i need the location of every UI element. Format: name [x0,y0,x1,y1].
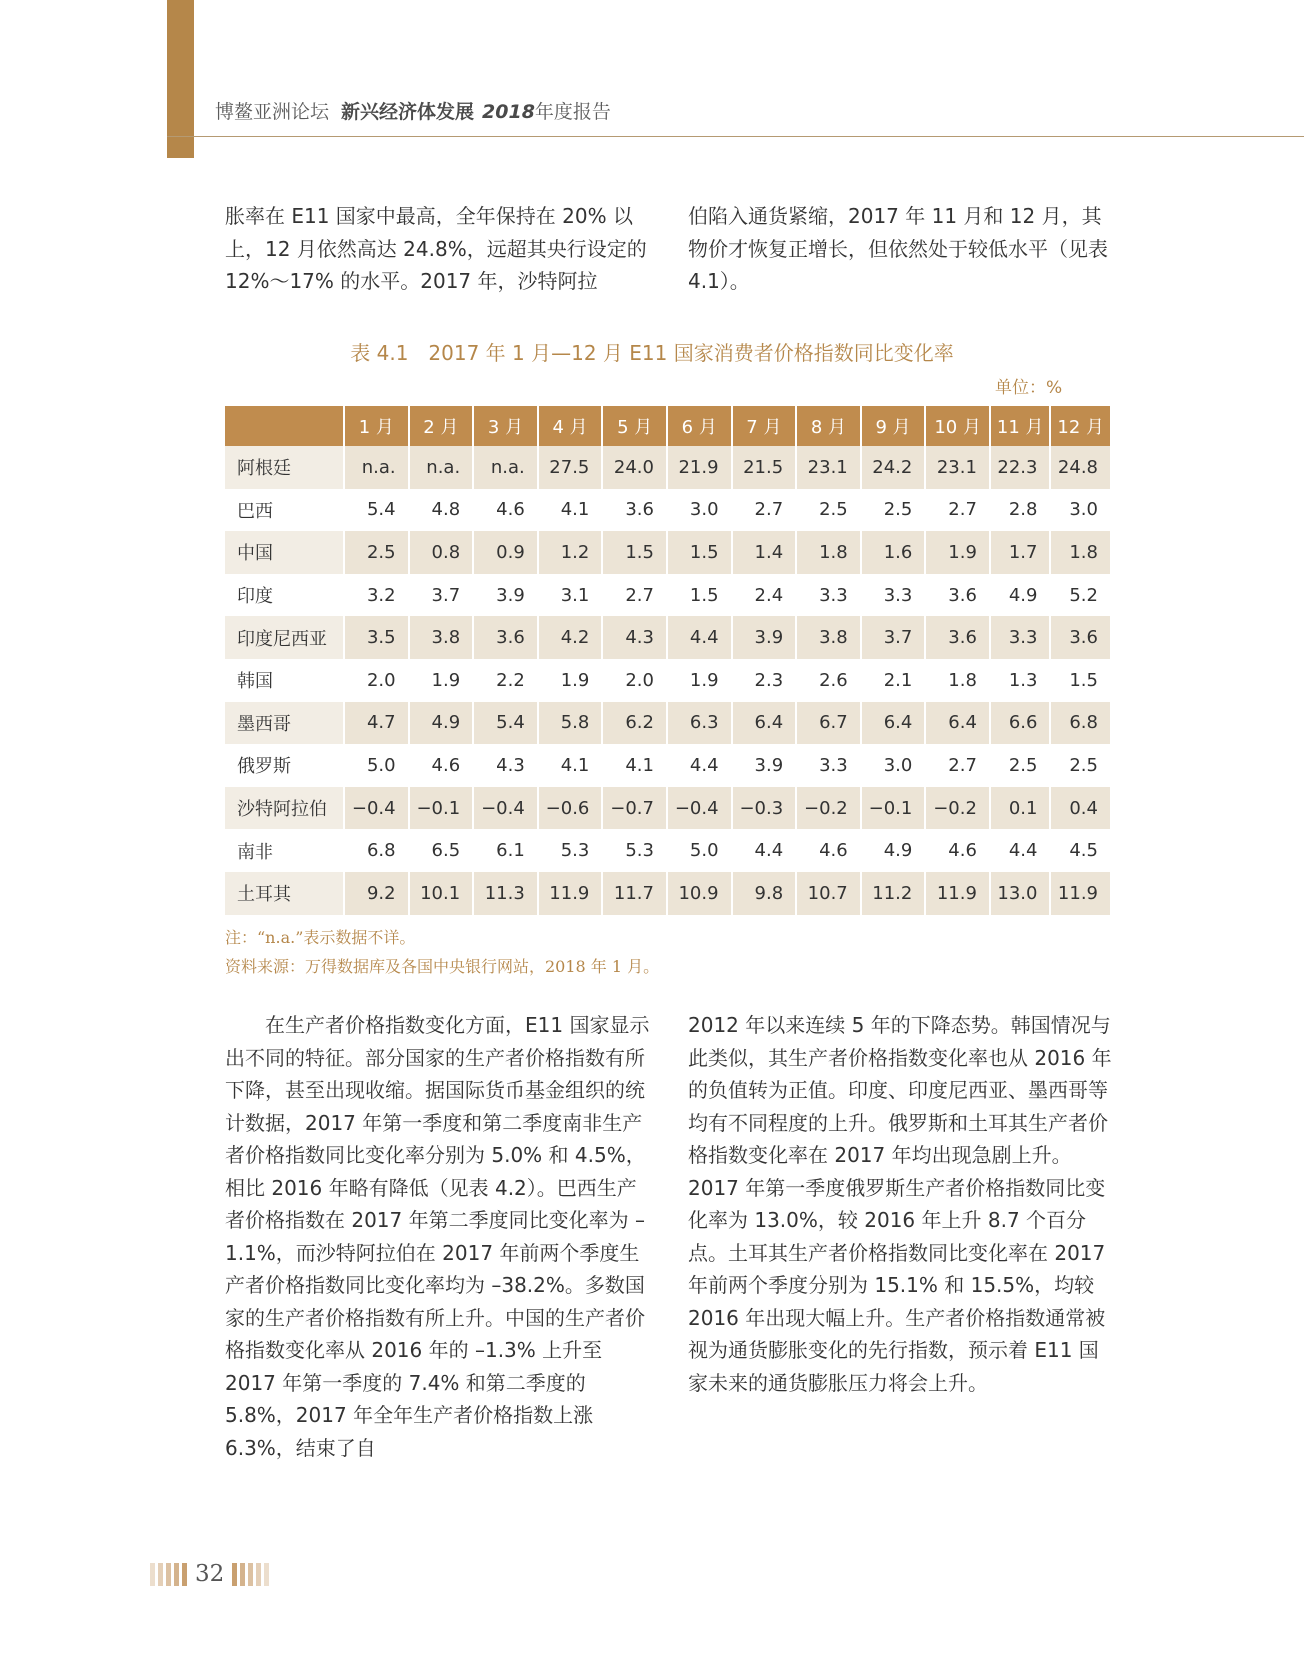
cpi-value-cell: 4.6 [925,829,990,872]
cpi-value-cell: 5.0 [344,744,409,787]
cpi-value-cell: 2.5 [990,744,1051,787]
table-unit: 单位：% [995,378,1063,398]
cpi-value-cell: 5.3 [602,829,667,872]
column-header: 8 月 [796,406,861,446]
cpi-value-cell: n.a. [473,446,538,489]
cpi-value-cell: 1.5 [667,574,732,617]
cpi-value-cell: 5.3 [538,829,603,872]
cpi-value-cell: 11.3 [473,872,538,915]
cpi-value-cell: 6.7 [796,702,861,745]
cpi-value-cell: −0.4 [473,787,538,830]
cpi-value-cell: 2.2 [473,659,538,702]
column-header: 1 月 [344,406,409,446]
cpi-value-cell: 4.1 [602,744,667,787]
header-rule [167,136,1304,137]
cpi-value-cell: 2.5 [344,531,409,574]
cpi-value-cell: 13.0 [990,872,1051,915]
cpi-value-cell: 3.7 [861,616,926,659]
cpi-value-cell: −0.7 [602,787,667,830]
cpi-value-cell: 2.3 [732,659,797,702]
country-name-cell: 土耳其 [225,872,344,915]
cpi-value-cell: 4.6 [473,489,538,532]
cpi-value-cell: 1.2 [538,531,603,574]
cpi-value-cell: 0.9 [473,531,538,574]
cpi-value-cell: 3.2 [344,574,409,617]
cpi-value-cell: 2.7 [925,744,990,787]
cpi-value-cell: 0.8 [409,531,474,574]
column-header: 2 月 [409,406,474,446]
column-header: 6 月 [667,406,732,446]
cpi-value-cell: 11.7 [602,872,667,915]
cpi-value-cell: 6.8 [344,829,409,872]
column-header: 7 月 [732,406,797,446]
paragraph-bottom-left: 在生产者价格指数变化方面，E11 国家显示出不同的特征。部分国家的生产者价格指数有所下降，甚至出现收缩。据国际货币基金组织的统计数据，2017 年第一季度和第二季度南非生产者价格指数同比变化率分别为 5.0% 和 4.5%，相比 2016 年略有降低（见表 4.2）。巴西生产者价格指数在 2017 年第二季度同比变化率为 –1.1%，而沙特阿拉伯在 2017 年前两个季度生产者价格指数同比变化率均为 –38.2%。多数国家的生产者价格指数有所上升。中国的生产者价格指数变化率从 2016 年的 –1.3% 上升至 2017 年第一季度的 7.4% 和第二季度的 5.8%，2017 年全年生产者价格指数上涨 6.3%，结束了自 [225,1013,650,1460]
cpi-value-cell: 3.0 [1050,489,1110,532]
cpi-value-cell: −0.6 [538,787,603,830]
cpi-value-cell: 4.3 [602,616,667,659]
header-book-title: 新兴经济体发展 [341,101,475,123]
table-header-row [225,406,1110,446]
table-corner-cell [225,406,344,446]
column-header: 3 月 [473,406,538,446]
cpi-value-cell: 2.0 [344,659,409,702]
cpi-value-cell: 4.9 [990,574,1051,617]
cpi-value-cell: 10.9 [667,872,732,915]
cpi-value-cell: 3.3 [796,574,861,617]
cpi-value-cell: 4.1 [538,489,603,532]
cpi-value-cell: 5.4 [344,489,409,532]
cpi-value-cell: 1.3 [990,659,1051,702]
header-forum: 博鳌亚洲论坛 [215,101,330,123]
cpi-value-cell: 4.7 [344,702,409,745]
cpi-value-cell: 10.7 [796,872,861,915]
cpi-value-cell: 2.5 [796,489,861,532]
cpi-value-cell: 2.7 [925,489,990,532]
cpi-value-cell: 1.8 [1050,531,1110,574]
table-row [225,489,1110,532]
cpi-value-cell: 3.6 [602,489,667,532]
cpi-value-cell: −0.1 [861,787,926,830]
cpi-value-cell: 0.4 [1050,787,1110,830]
table-row [225,744,1110,787]
footer-stripes-right [232,1563,269,1586]
cpi-value-cell: 4.4 [667,616,732,659]
cpi-value-cell: 4.3 [473,744,538,787]
table-row [225,531,1110,574]
cpi-value-cell: 4.4 [990,829,1051,872]
cpi-value-cell: 1.8 [925,659,990,702]
country-name-cell: 南非 [237,841,273,863]
cpi-value-cell: 6.1 [473,829,538,872]
cpi-value-cell: 1.5 [667,531,732,574]
country-name-cell: 墨西哥 [225,702,344,745]
country-name-cell: 阿根廷 [225,446,344,489]
cpi-value-cell: 3.1 [538,574,603,617]
cpi-value-cell: 10.1 [409,872,474,915]
header-year: 2018 [482,101,535,123]
cpi-value-cell: 6.4 [925,702,990,745]
cpi-value-cell: 9.2 [344,872,409,915]
cpi-value-cell: 4.5 [1050,829,1110,872]
cpi-value-cell: 3.9 [473,574,538,617]
table-row [225,446,1110,489]
cpi-value-cell: 27.5 [538,446,603,489]
cpi-value-cell: 1.5 [602,531,667,574]
cpi-value-cell: 3.0 [667,489,732,532]
cpi-value-cell: 2.5 [861,489,926,532]
cpi-value-cell: 21.9 [667,446,732,489]
table-row [225,659,1110,702]
cpi-value-cell: 11.9 [1050,872,1110,915]
cpi-value-cell: 2.4 [732,574,797,617]
country-name-cell: 中国 [225,531,344,574]
cpi-value-cell: −0.2 [925,787,990,830]
cpi-value-cell: 3.7 [409,574,474,617]
cpi-value-cell: 2.8 [990,489,1051,532]
table-row [225,787,1110,830]
country-name-cell: 韩国 [237,671,273,693]
cpi-value-cell: 5.4 [473,702,538,745]
cpi-value-cell: 1.5 [1050,659,1110,702]
header-report: 年度报告 [534,101,611,123]
cpi-value-cell: 2.7 [732,489,797,532]
cpi-value-cell: 4.4 [732,829,797,872]
column-header: 9 月 [861,406,926,446]
cpi-value-cell: 4.6 [409,744,474,787]
country-name-cell: 巴西 [237,500,273,522]
cpi-value-cell: 4.9 [409,702,474,745]
page-footer [150,1561,269,1587]
paragraph-top-right: 伯陷入通货紧缩，2017 年 11 月和 12 月，其物价才恢复正增长，但依然处于较低水平（见表 4.1）。 [688,204,1115,293]
column-header: 11 月 [990,406,1051,446]
country-name-cell: 俄罗斯 [237,756,291,778]
cpi-value-cell: 2.7 [602,574,667,617]
cpi-value-cell: 22.3 [990,446,1051,489]
country-name-cell: 沙特阿拉伯 [225,787,344,830]
cpi-value-cell: −0.1 [409,787,474,830]
table-row [225,829,1110,872]
cpi-value-cell: 24.8 [1050,446,1110,489]
cpi-value-cell: 1.4 [732,531,797,574]
cpi-value-cell: 4.1 [538,744,603,787]
running-header [215,97,611,124]
cpi-value-cell: n.a. [409,446,474,489]
cpi-value-cell: 24.0 [602,446,667,489]
cpi-value-cell: 1.9 [925,531,990,574]
cpi-value-cell: 1.9 [667,659,732,702]
cpi-value-cell: n.a. [344,446,409,489]
cpi-table [225,406,1110,915]
cpi-value-cell: 5.0 [667,829,732,872]
cpi-value-cell: 4.2 [538,616,603,659]
cpi-value-cell: 6.8 [1050,702,1110,745]
cpi-value-cell: 4.4 [667,744,732,787]
paragraph-top-left: 胀率在 E11 国家中最高，全年保持在 20% 以上，12 月依然高达 24.8%，远超其央行设定的 12%～17% 的水平。2017 年，沙特阿拉 [225,204,654,293]
cpi-value-cell: 3.5 [344,616,409,659]
cpi-value-cell: 3.9 [732,616,797,659]
table-note: 注：“n.a.”表示数据不详。 [225,928,416,947]
cpi-value-cell: 3.8 [796,616,861,659]
cpi-value-cell: 3.6 [925,616,990,659]
cpi-value-cell: 9.8 [732,872,797,915]
column-header: 12 月 [1050,406,1110,446]
cpi-value-cell: 6.2 [602,702,667,745]
cpi-value-cell: 2.1 [861,659,926,702]
cpi-value-cell: 6.4 [861,702,926,745]
cpi-value-cell: 3.8 [409,616,474,659]
footer-stripes-left [150,1563,187,1586]
cpi-value-cell: 3.3 [990,616,1051,659]
paragraph-bottom-right: 2012 年以来连续 5 年的下降态势。韩国情况与此类似，其生产者价格指数变化率也从 2016 年的负值转为正值。印度、印度尼西亚、墨西哥等均有不同程度的上升。俄罗斯和土耳其生产者价格指数变化率在 2017 年均出现急剧上升。2017 年第一季度俄罗斯生产者价格指数同比变化率为 13.0%，较 2016 年上升 8.7 个百分点。土耳其生产者价格指数同比变化率在 2017 年前两个季度分别为 15.1% 和 15.5%，均较 2016 年出现大幅上升。生产者价格指数通常被视为通货膨胀变化的先行指数，预示着 E11 国家未来的通货膨胀压力将会上升。 [688,1013,1112,1395]
cpi-value-cell: 2.5 [1050,744,1110,787]
header-accent-bar [167,0,194,158]
column-header: 4 月 [538,406,603,446]
cpi-value-cell: −0.4 [667,787,732,830]
cpi-value-cell: 5.8 [538,702,603,745]
cpi-value-cell: 1.9 [538,659,603,702]
cpi-value-cell: 6.5 [409,829,474,872]
cpi-value-cell: 2.6 [796,659,861,702]
page-number: 32 [195,1561,225,1587]
table-title: 表 4.1 2017 年 1 月—12 月 E11 国家消费者价格指数同比变化率 [350,341,954,365]
cpi-value-cell: −0.3 [732,787,797,830]
cpi-value-cell: 2.0 [602,659,667,702]
country-name-cell: 印度 [237,586,273,608]
table-row [225,872,1110,915]
cpi-value-cell: 21.5 [732,446,797,489]
cpi-value-cell: 23.1 [796,446,861,489]
cpi-value-cell: 1.7 [990,531,1051,574]
table-source: 资料来源：万得数据库及各国中央银行网站，2018 年 1 月。 [225,957,660,976]
cpi-value-cell: 3.6 [925,574,990,617]
cpi-value-cell: 23.1 [925,446,990,489]
table-row [225,702,1110,745]
column-header: 5 月 [602,406,667,446]
cpi-value-cell: 11.9 [538,872,603,915]
cpi-value-cell: 3.3 [861,574,926,617]
cpi-value-cell: 0.1 [990,787,1051,830]
country-name-cell: 印度尼西亚 [225,616,344,659]
cpi-value-cell: 3.3 [796,744,861,787]
cpi-value-cell: 3.6 [1050,616,1110,659]
table-row [225,574,1110,617]
cpi-value-cell: 4.6 [796,829,861,872]
table-row [225,616,1110,659]
cpi-value-cell: −0.4 [344,787,409,830]
cpi-value-cell: 6.6 [990,702,1051,745]
cpi-value-cell: 1.8 [796,531,861,574]
cpi-value-cell: 5.2 [1050,574,1110,617]
table-body [225,446,1110,915]
column-header: 10 月 [925,406,990,446]
cpi-value-cell: 24.2 [861,446,926,489]
cpi-value-cell: 4.9 [861,829,926,872]
cpi-value-cell: −0.2 [796,787,861,830]
cpi-value-cell: 11.2 [861,872,926,915]
cpi-value-cell: 4.8 [409,489,474,532]
cpi-value-cell: 1.9 [409,659,474,702]
cpi-value-cell: 6.4 [732,702,797,745]
cpi-value-cell: 1.6 [861,531,926,574]
cpi-value-cell: 3.9 [732,744,797,787]
cpi-value-cell: 6.3 [667,702,732,745]
cpi-value-cell: 3.6 [473,616,538,659]
cpi-value-cell: 3.0 [861,744,926,787]
cpi-value-cell: 11.9 [925,872,990,915]
